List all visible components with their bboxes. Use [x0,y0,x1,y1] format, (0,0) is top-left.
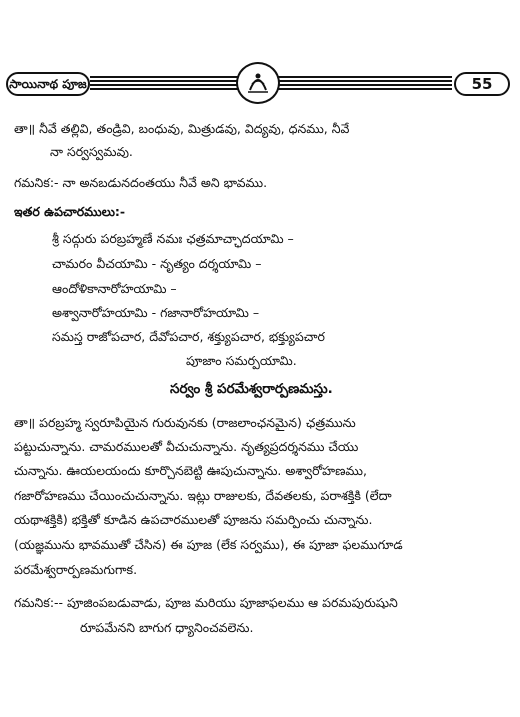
header-title: సాయినాథ పూజ [6,72,90,96]
para2-line4: గజారోహణము చేయించుచున్నాను. ఇట్లు రాజులకు, దేవతలకు, పరాశక్తికి (లేదా [14,488,392,503]
mantra-line3: ఆందోళికానారోహయామి – [52,281,177,296]
mantra-closing-line: సర్వం శ్రీ పరమేశ్వరార్పణమస్తు. [170,381,333,397]
header-emblem-icon [236,62,280,104]
para1-line1: తా॥ నీవే తల్లివి, తండ్రివి, బంధువు, మిత్రుడవు, విద్యవు, ధనము, నీవే [14,121,350,136]
mantra-line5: సమస్త రాజోపచార, దేవోపచార, శక్త్యుపచార, భక్త్యుపచార [52,329,325,344]
para2-line6: (యజ్ఞమును భావముతో చేసిన) ఈ పూజ (లేక సర్వము), ఈ పూజా ఫలముగూడ [14,537,403,552]
page-header [0,62,520,110]
note1: గమనిక:- నా అనబడునదంతయు నీవే అని భావము. [14,175,268,190]
mantra-line2: చామరం వీచయామి - నృత్యం దర్శయామి – [52,256,262,271]
page-number: 55 [454,72,510,96]
para2-line3: చున్నాను. ఊయలయందు కూర్చొనబెట్టి ఊపుచున్నాను. అశ్వారోహణము, [14,463,367,478]
mantra-line4: అశ్వానారోహయామి - గజానారోహయామి – [52,305,260,320]
mantra-line6: పూజాం సమర్పయామి. [186,353,297,368]
note2-line2: రూపమేనని బాగుగ ధ్యానించవలెను. [80,620,254,635]
other-upacharas-heading: ఇతర ఉపచారములు:- [14,204,126,219]
mantra-line1: శ్రీ సద్గురు పరబ్రహ్మణే నమః ఛత్రమాచ్ఛాదయామి – [52,231,294,246]
para2-line1: తా॥ పరబ్రహ్మ స్వరూపియైన గురువునకు (రాజలాంఛనమైన) ఛత్రమును [14,415,356,430]
para2-line7: పరమేశ్వరార్పణమగుగాక. [14,562,138,577]
para1-line2: నా సర్వస్వమవు. [50,144,133,159]
para2-line2: పట్టుచున్నాను. చామరములతో వీచుచున్నాను. నృత్యప్రదర్శనము చేయు [14,439,359,454]
note2-line1: గమనిక:-- పూజింపబడువాడు, పూజ మరియు పూజాఫలము ఆ పరమపురుషుని [14,595,398,610]
para2-line5: యథాశక్తికి) భక్తితో కూడిన ఉపచారములతో పూజను సమర్పించు చున్నాను. [14,512,373,527]
